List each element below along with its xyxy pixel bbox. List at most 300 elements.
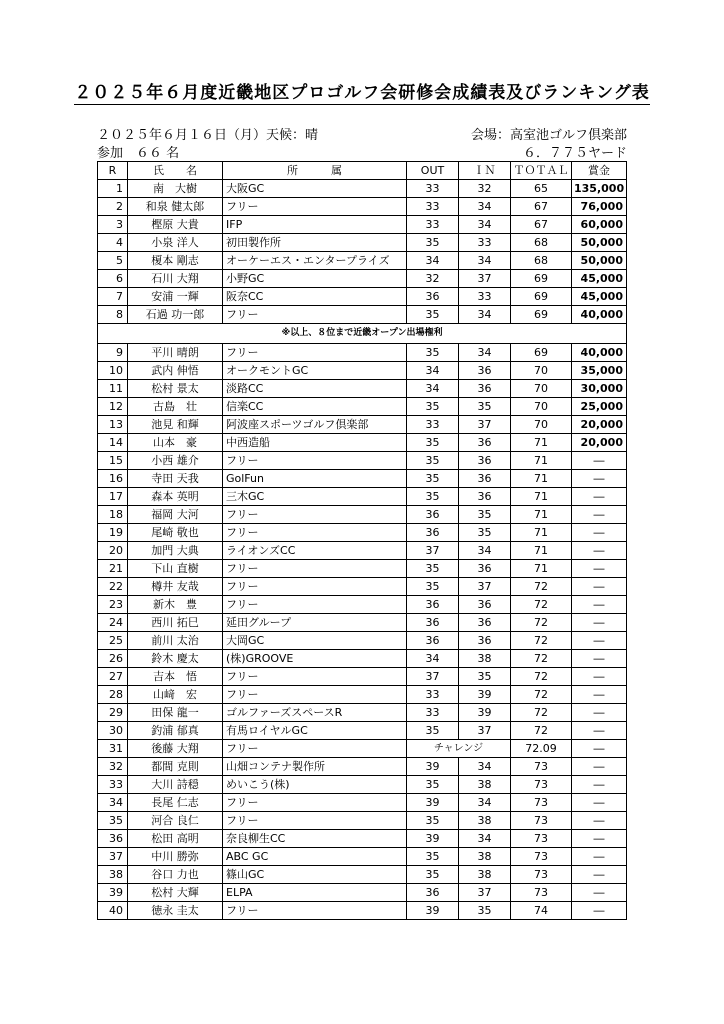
- in-score-cell: 39: [459, 704, 511, 722]
- table-row: [98, 380, 627, 398]
- header-prize: 賞金: [572, 162, 627, 180]
- out-score-cell: 35: [407, 234, 459, 252]
- header-row: [98, 162, 627, 180]
- prize-cell: ―: [572, 830, 627, 848]
- prize-cell: 50,000: [572, 234, 627, 252]
- player-name-cell: 下山 直樹: [128, 560, 223, 578]
- table-row: [98, 398, 627, 416]
- affiliation-cell: フリー: [223, 306, 407, 324]
- player-name-cell: 榎本 剛志: [128, 252, 223, 270]
- rank-cell: 26: [98, 650, 128, 668]
- total-score-cell: 65: [511, 180, 572, 198]
- affiliation-cell: 信楽CC: [223, 398, 407, 416]
- header-affiliation: 所 属: [223, 162, 407, 180]
- rank-cell: 27: [98, 668, 128, 686]
- total-score-cell: 71: [511, 470, 572, 488]
- prize-cell: ―: [572, 614, 627, 632]
- in-score-cell: 37: [459, 416, 511, 434]
- affiliation-cell: フリー: [223, 812, 407, 830]
- in-score-cell: 34: [459, 306, 511, 324]
- player-name-cell: 長尾 仁志: [128, 794, 223, 812]
- affiliation-cell: 有馬ロイヤルGC: [223, 722, 407, 740]
- table-row: [98, 524, 627, 542]
- in-score-cell: 37: [459, 722, 511, 740]
- rank-cell: 37: [98, 848, 128, 866]
- in-score-cell: 38: [459, 848, 511, 866]
- participants: 参加 ６６ 名: [97, 146, 180, 161]
- rank-cell: 35: [98, 812, 128, 830]
- results-bottom: [98, 344, 627, 920]
- player-name-cell: 武内 伸悟: [128, 362, 223, 380]
- in-score-cell: 34: [459, 794, 511, 812]
- out-score-cell: 35: [407, 398, 459, 416]
- notice-row: [98, 324, 627, 344]
- notice-text: ※以上、８位まで近畿オープン出場権利: [98, 324, 627, 344]
- table-row: [98, 306, 627, 324]
- total-score-cell: 70: [511, 398, 572, 416]
- rank-cell: 9: [98, 344, 128, 362]
- affiliation-cell: ELPA: [223, 884, 407, 902]
- total-score-cell: 72: [511, 650, 572, 668]
- rank-cell: 24: [98, 614, 128, 632]
- player-name-cell: 谷口 力也: [128, 866, 223, 884]
- affiliation-cell: (株)GROOVE: [223, 650, 407, 668]
- prize-cell: ―: [572, 506, 627, 524]
- affiliation-cell: ライオンズCC: [223, 542, 407, 560]
- affiliation-cell: GolFun: [223, 470, 407, 488]
- total-score-cell: 73: [511, 758, 572, 776]
- prize-cell: ―: [572, 542, 627, 560]
- prize-cell: 30,000: [572, 380, 627, 398]
- total-score-cell: 70: [511, 362, 572, 380]
- rank-cell: 13: [98, 416, 128, 434]
- total-score-cell: 72: [511, 614, 572, 632]
- prize-cell: 76,000: [572, 198, 627, 216]
- out-score-cell: 35: [407, 434, 459, 452]
- player-name-cell: 小西 雄介: [128, 452, 223, 470]
- affiliation-cell: フリー: [223, 578, 407, 596]
- in-score-cell: 37: [459, 884, 511, 902]
- affiliation-cell: フリー: [223, 794, 407, 812]
- header-out: OUT: [407, 162, 459, 180]
- prize-cell: ―: [572, 776, 627, 794]
- affiliation-cell: 大岡GC: [223, 632, 407, 650]
- affiliation-cell: 延田グループ: [223, 614, 407, 632]
- in-score-cell: 35: [459, 668, 511, 686]
- results-table: [97, 161, 627, 920]
- rank-cell: 3: [98, 216, 128, 234]
- in-score-cell: 33: [459, 288, 511, 306]
- total-score-cell: 71: [511, 560, 572, 578]
- table-row: [98, 704, 627, 722]
- total-score-cell: 70: [511, 380, 572, 398]
- affiliation-cell: 三木GC: [223, 488, 407, 506]
- table-row: [98, 270, 627, 288]
- table-row: [98, 488, 627, 506]
- out-score-cell: 35: [407, 488, 459, 506]
- prize-cell: ―: [572, 722, 627, 740]
- player-name-cell: 山﨑 宏: [128, 686, 223, 704]
- table-row: [98, 668, 627, 686]
- in-score-cell: 34: [459, 542, 511, 560]
- out-score-cell: 33: [407, 686, 459, 704]
- affiliation-cell: フリー: [223, 740, 407, 758]
- rank-cell: 38: [98, 866, 128, 884]
- table-row: [98, 614, 627, 632]
- in-score-cell: 37: [459, 578, 511, 596]
- rank-cell: 33: [98, 776, 128, 794]
- total-score-cell: 67: [511, 216, 572, 234]
- in-score-cell: 36: [459, 596, 511, 614]
- in-score-cell: 34: [459, 198, 511, 216]
- table-row: [98, 902, 627, 920]
- out-score-cell: 34: [407, 362, 459, 380]
- player-name-cell: 中川 勝弥: [128, 848, 223, 866]
- total-score-cell: 73: [511, 776, 572, 794]
- table-row: [98, 234, 627, 252]
- player-name-cell: 池見 和輝: [128, 416, 223, 434]
- table-row: [98, 434, 627, 452]
- player-name-cell: 河合 良仁: [128, 812, 223, 830]
- total-score-cell: 69: [511, 344, 572, 362]
- in-score-cell: 36: [459, 362, 511, 380]
- header-total: ＴＯＴＡＬ: [511, 162, 572, 180]
- table-row: [98, 776, 627, 794]
- prize-cell: 20,000: [572, 434, 627, 452]
- out-score-cell: 33: [407, 198, 459, 216]
- rank-cell: 25: [98, 632, 128, 650]
- total-score-cell: 71: [511, 506, 572, 524]
- rank-cell: 32: [98, 758, 128, 776]
- prize-cell: 40,000: [572, 306, 627, 324]
- prize-cell: ―: [572, 848, 627, 866]
- table-row: [98, 884, 627, 902]
- out-score-cell: 35: [407, 722, 459, 740]
- table-row: [98, 542, 627, 560]
- date-weather: ２０２５年６月１６日（月）天候：晴: [97, 128, 319, 143]
- in-score-cell: 39: [459, 686, 511, 704]
- rank-cell: 34: [98, 794, 128, 812]
- table-row: [98, 560, 627, 578]
- total-score-cell: 72.09: [511, 740, 572, 758]
- total-score-cell: 73: [511, 866, 572, 884]
- total-score-cell: 68: [511, 234, 572, 252]
- prize-cell: 35,000: [572, 362, 627, 380]
- out-score-cell: 33: [407, 180, 459, 198]
- player-name-cell: 吉本 悟: [128, 668, 223, 686]
- in-score-cell: 33: [459, 234, 511, 252]
- out-score-cell: 39: [407, 830, 459, 848]
- table-row: [98, 866, 627, 884]
- table-row: [98, 180, 627, 198]
- in-score-cell: 35: [459, 506, 511, 524]
- total-score-cell: 72: [511, 668, 572, 686]
- rank-cell: 40: [98, 902, 128, 920]
- table-row: [98, 470, 627, 488]
- prize-cell: 135,000: [572, 180, 627, 198]
- in-score-cell: 34: [459, 216, 511, 234]
- table-row: [98, 758, 627, 776]
- player-name-cell: 古島 壮: [128, 398, 223, 416]
- prize-cell: ―: [572, 578, 627, 596]
- rank-cell: 6: [98, 270, 128, 288]
- rank-cell: 36: [98, 830, 128, 848]
- in-score-cell: 36: [459, 614, 511, 632]
- player-name-cell: 松田 高明: [128, 830, 223, 848]
- total-score-cell: 74: [511, 902, 572, 920]
- table-row: [98, 216, 627, 234]
- total-score-cell: 72: [511, 578, 572, 596]
- affiliation-cell: 篠山GC: [223, 866, 407, 884]
- affiliation-cell: ABC GC: [223, 848, 407, 866]
- affiliation-cell: フリー: [223, 524, 407, 542]
- rank-cell: 17: [98, 488, 128, 506]
- player-name-cell: 西川 拓巳: [128, 614, 223, 632]
- out-score-cell: 35: [407, 560, 459, 578]
- rank-cell: 8: [98, 306, 128, 324]
- player-name-cell: 樽井 友哉: [128, 578, 223, 596]
- table-row: [98, 830, 627, 848]
- total-score-cell: 73: [511, 812, 572, 830]
- rank-cell: 11: [98, 380, 128, 398]
- player-name-cell: 寺田 天我: [128, 470, 223, 488]
- player-name-cell: 石過 功一郎: [128, 306, 223, 324]
- in-score-cell: 36: [459, 380, 511, 398]
- out-score-cell: 35: [407, 452, 459, 470]
- table-row: [98, 252, 627, 270]
- player-name-cell: 安浦 一輝: [128, 288, 223, 306]
- affiliation-cell: めいこう(株): [223, 776, 407, 794]
- rank-cell: 5: [98, 252, 128, 270]
- rank-cell: 1: [98, 180, 128, 198]
- in-score-cell: 34: [459, 758, 511, 776]
- rank-cell: 4: [98, 234, 128, 252]
- player-name-cell: 樫原 大貴: [128, 216, 223, 234]
- table-row: [98, 740, 627, 758]
- affiliation-cell: フリー: [223, 686, 407, 704]
- out-score-cell: 36: [407, 288, 459, 306]
- total-score-cell: 67: [511, 198, 572, 216]
- out-score-cell: 35: [407, 578, 459, 596]
- prize-cell: 45,000: [572, 270, 627, 288]
- player-name-cell: 平川 晴朗: [128, 344, 223, 362]
- affiliation-cell: 大阪GC: [223, 180, 407, 198]
- rank-cell: 23: [98, 596, 128, 614]
- out-score-cell: 33: [407, 216, 459, 234]
- total-score-cell: 72: [511, 686, 572, 704]
- prize-cell: 40,000: [572, 344, 627, 362]
- table-row: [98, 198, 627, 216]
- rank-cell: 22: [98, 578, 128, 596]
- out-score-cell: 33: [407, 704, 459, 722]
- total-score-cell: 73: [511, 830, 572, 848]
- table-row: [98, 722, 627, 740]
- prize-cell: ―: [572, 704, 627, 722]
- player-name-cell: 前川 太治: [128, 632, 223, 650]
- total-score-cell: 68: [511, 252, 572, 270]
- header-rank: R: [98, 162, 128, 180]
- prize-cell: 20,000: [572, 416, 627, 434]
- in-score-cell: 37: [459, 270, 511, 288]
- prize-cell: ―: [572, 650, 627, 668]
- player-name-cell: 福岡 大河: [128, 506, 223, 524]
- table-row: [98, 362, 627, 380]
- prize-cell: ―: [572, 884, 627, 902]
- in-score-cell: 36: [459, 488, 511, 506]
- affiliation-cell: 中西造船: [223, 434, 407, 452]
- player-name-cell: 鈴木 慶太: [128, 650, 223, 668]
- prize-cell: ―: [572, 866, 627, 884]
- prize-cell: ―: [572, 758, 627, 776]
- rank-cell: 21: [98, 560, 128, 578]
- total-score-cell: 71: [511, 452, 572, 470]
- prize-cell: ―: [572, 560, 627, 578]
- in-score-cell: 38: [459, 812, 511, 830]
- in-score-cell: 36: [459, 470, 511, 488]
- total-score-cell: 71: [511, 542, 572, 560]
- total-score-cell: 72: [511, 722, 572, 740]
- challenge-cell: チャレンジ: [407, 740, 511, 758]
- out-score-cell: 39: [407, 902, 459, 920]
- table-row: [98, 812, 627, 830]
- player-name-cell: 和泉 健太郎: [128, 198, 223, 216]
- prize-cell: ―: [572, 686, 627, 704]
- rank-cell: 12: [98, 398, 128, 416]
- out-score-cell: 32: [407, 270, 459, 288]
- in-score-cell: 36: [459, 434, 511, 452]
- prize-cell: ―: [572, 596, 627, 614]
- player-name-cell: 尾崎 敬也: [128, 524, 223, 542]
- out-score-cell: 35: [407, 776, 459, 794]
- rank-cell: 7: [98, 288, 128, 306]
- affiliation-cell: フリー: [223, 198, 407, 216]
- affiliation-cell: フリー: [223, 506, 407, 524]
- total-score-cell: 72: [511, 704, 572, 722]
- rank-cell: 15: [98, 452, 128, 470]
- prize-cell: 50,000: [572, 252, 627, 270]
- player-name-cell: 山本 豪: [128, 434, 223, 452]
- out-score-cell: 36: [407, 884, 459, 902]
- player-name-cell: 徳永 圭太: [128, 902, 223, 920]
- in-score-cell: 34: [459, 344, 511, 362]
- total-score-cell: 71: [511, 524, 572, 542]
- out-score-cell: 35: [407, 812, 459, 830]
- table-row: [98, 596, 627, 614]
- player-name-cell: 石川 大翔: [128, 270, 223, 288]
- affiliation-cell: 山畑コンテナ製作所: [223, 758, 407, 776]
- document-title: [0, 78, 724, 103]
- in-score-cell: 32: [459, 180, 511, 198]
- venue: 会場：高室池ゴルフ倶楽部: [470, 128, 627, 143]
- table-row: [98, 344, 627, 362]
- prize-cell: 45,000: [572, 288, 627, 306]
- rank-cell: 31: [98, 740, 128, 758]
- out-score-cell: 36: [407, 596, 459, 614]
- prize-cell: ―: [572, 668, 627, 686]
- prize-cell: 60,000: [572, 216, 627, 234]
- out-score-cell: 39: [407, 794, 459, 812]
- in-score-cell: 38: [459, 776, 511, 794]
- table-row: [98, 848, 627, 866]
- affiliation-cell: 初田製作所: [223, 234, 407, 252]
- in-score-cell: 38: [459, 866, 511, 884]
- prize-cell: ―: [572, 452, 627, 470]
- in-score-cell: 35: [459, 398, 511, 416]
- player-name-cell: 都間 克則: [128, 758, 223, 776]
- affiliation-cell: フリー: [223, 902, 407, 920]
- table-row: [98, 578, 627, 596]
- affiliation-cell: 阪奈CC: [223, 288, 407, 306]
- table-row: [98, 506, 627, 524]
- in-score-cell: 36: [459, 452, 511, 470]
- out-score-cell: 36: [407, 524, 459, 542]
- total-score-cell: 71: [511, 434, 572, 452]
- rank-cell: 10: [98, 362, 128, 380]
- player-name-cell: 大川 詩穏: [128, 776, 223, 794]
- rank-cell: 28: [98, 686, 128, 704]
- total-score-cell: 69: [511, 288, 572, 306]
- out-score-cell: 34: [407, 252, 459, 270]
- rank-cell: 16: [98, 470, 128, 488]
- rank-cell: 20: [98, 542, 128, 560]
- out-score-cell: 34: [407, 650, 459, 668]
- affiliation-cell: ゴルファーズスペースR: [223, 704, 407, 722]
- rank-cell: 39: [98, 884, 128, 902]
- out-score-cell: 35: [407, 866, 459, 884]
- out-score-cell: 35: [407, 306, 459, 324]
- affiliation-cell: オーケーエス・エンタープライズ: [223, 252, 407, 270]
- total-score-cell: 73: [511, 794, 572, 812]
- total-score-cell: 71: [511, 488, 572, 506]
- document-title-text: ２０２５年６月度近畿地区プロゴルフ会研修会成績表及びランキング表: [74, 83, 650, 103]
- out-score-cell: 35: [407, 344, 459, 362]
- player-name-cell: 南 大樹: [128, 180, 223, 198]
- prize-cell: ―: [572, 632, 627, 650]
- header-name: 氏 名: [128, 162, 223, 180]
- total-score-cell: 72: [511, 632, 572, 650]
- player-name-cell: 新木 豊: [128, 596, 223, 614]
- player-name-cell: 田保 龍一: [128, 704, 223, 722]
- total-score-cell: 69: [511, 306, 572, 324]
- out-score-cell: 34: [407, 380, 459, 398]
- total-score-cell: 72: [511, 596, 572, 614]
- out-score-cell: 37: [407, 668, 459, 686]
- affiliation-cell: フリー: [223, 344, 407, 362]
- in-score-cell: 38: [459, 650, 511, 668]
- out-score-cell: 36: [407, 506, 459, 524]
- in-score-cell: 35: [459, 524, 511, 542]
- yardage: ６．７７５ヤード: [522, 146, 627, 161]
- affiliation-cell: 奈良柳生CC: [223, 830, 407, 848]
- out-score-cell: 37: [407, 542, 459, 560]
- table-row: [98, 288, 627, 306]
- affiliation-cell: フリー: [223, 668, 407, 686]
- in-score-cell: 36: [459, 632, 511, 650]
- in-score-cell: 34: [459, 252, 511, 270]
- table-row: [98, 686, 627, 704]
- rank-cell: 30: [98, 722, 128, 740]
- rank-cell: 2: [98, 198, 128, 216]
- prize-cell: ―: [572, 524, 627, 542]
- player-name-cell: 釣浦 郁真: [128, 722, 223, 740]
- affiliation-cell: 小野GC: [223, 270, 407, 288]
- player-name-cell: 小泉 洋人: [128, 234, 223, 252]
- prize-cell: ―: [572, 470, 627, 488]
- player-name-cell: 松村 景太: [128, 380, 223, 398]
- affiliation-cell: フリー: [223, 596, 407, 614]
- in-score-cell: 36: [459, 560, 511, 578]
- prize-cell: ―: [572, 812, 627, 830]
